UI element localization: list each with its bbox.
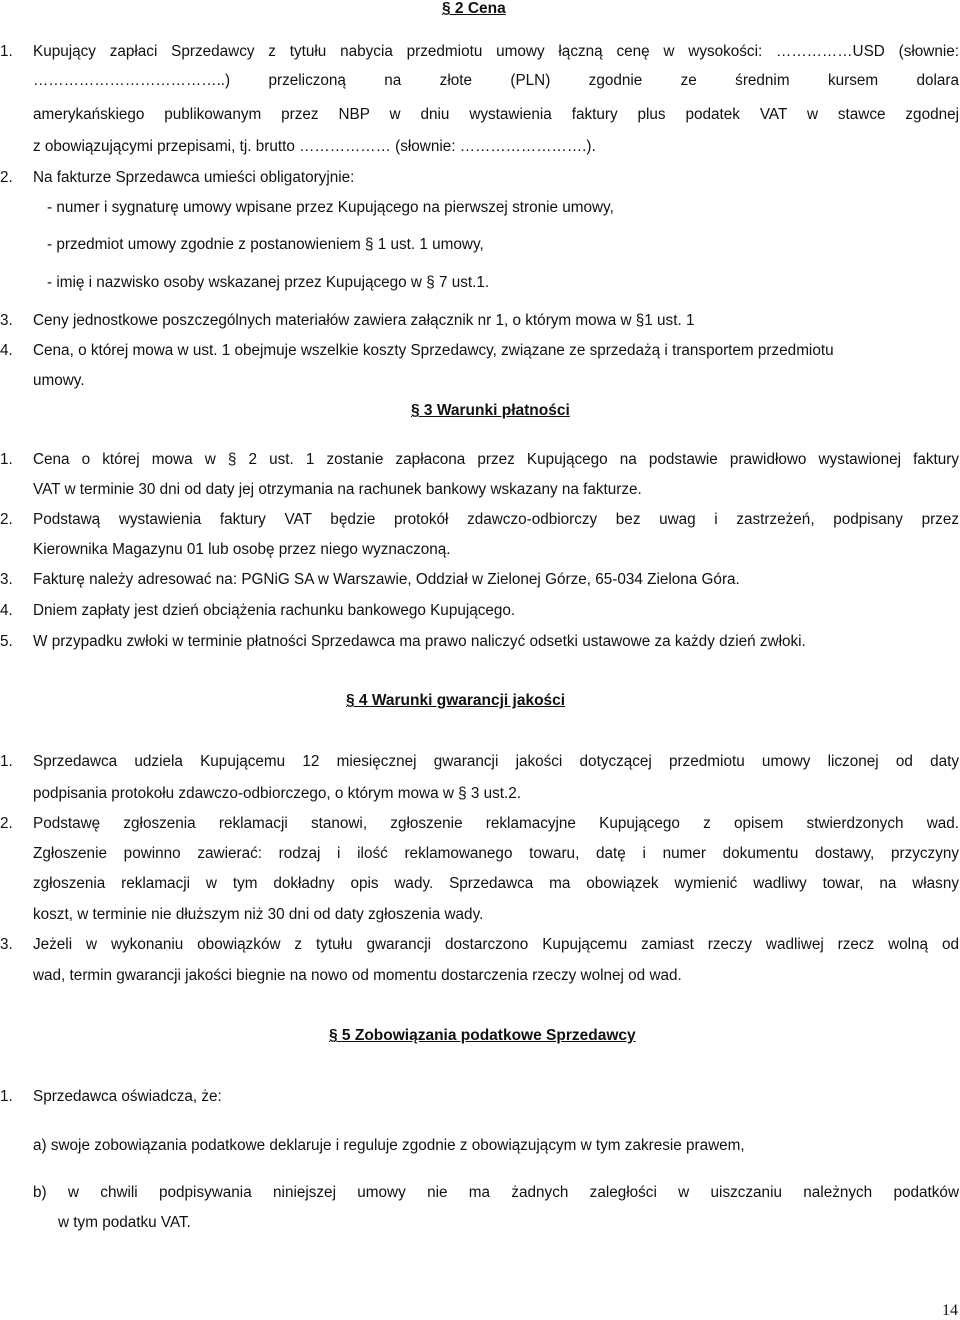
s4-p2-number: 2. <box>0 815 13 832</box>
s4-p3-line1: Jeżeli w wykonaniu obowiązków z tytułu gwarancji dostarczono Kupującemu zamiast rzeczy wadliwej rzecz wolną od <box>33 936 959 953</box>
s3-p3-text: Fakturę należy adresować na: PGNiG SA w Warszawie, Oddział w Zielonej Górze, 65-034 Zielona Góra. <box>33 571 740 588</box>
s2-p4-line2: umowy. <box>33 372 85 389</box>
s3-p1-number: 1. <box>0 451 13 468</box>
s2-p4-line1: Cena, o której mowa w ust. 1 obejmuje wszelkie koszty Sprzedawcy, związane ze sprzedażą i transportem przedmiotu <box>33 342 834 359</box>
s3-p2-line1: Podstawą wystawienia faktury VAT będzie protokół zdawczo-odbiorczy bez uwag i zastrzeżeń, podpisany przez <box>33 511 959 528</box>
s4-p2-line3: zgłoszenia reklamacji w tym dokładny opis wady. Sprzedawca ma obowiązek wymienić wadliwy towar, na własny <box>33 875 959 892</box>
section-4-heading: § 4 Warunki gwarancji jakości <box>346 692 566 709</box>
page-number: 14 <box>942 1302 958 1319</box>
section-5-heading: § 5 Zobowiązania podatkowe Sprzedawcy <box>329 1027 636 1044</box>
s4-p2-line1: Podstawę zgłoszenia reklamacji stanowi, zgłoszenie reklamacyjne Kupującego z opisem stwierdzonych wad. <box>33 815 959 832</box>
s4-p1-line1: Sprzedawca udziela Kupującemu 12 miesięcznej gwarancji jakości dotyczącej przedmiotu umowy liczonej od daty <box>33 753 959 770</box>
s4-p3-number: 3. <box>0 936 13 953</box>
s3-p1-line2: VAT w terminie 30 dni od daty jej otrzymania na rachunek bankowy wskazany na fakturze. <box>33 481 642 498</box>
s2-p1-line4: z obowiązującymi przepisami, tj. brutto ……………… (słownie: …………………….). <box>33 138 596 155</box>
s4-p3-line2: wad, termin gwarancji jakości biegnie na nowo od momentu dostarczenia rzeczy wolnej od wad. <box>33 967 682 984</box>
s2-p1-line3: amerykańskiego publikowanym przez NBP w dniu wystawienia faktury plus podatek VAT w stawce zgodnej <box>33 106 959 123</box>
s3-p5-number: 5. <box>0 633 13 650</box>
s2-p2-item: - przedmiot umowy zgodnie z postanowieniem § 1 ust. 1 umowy, <box>47 236 484 253</box>
s5-item-b-line2: w tym podatku VAT. <box>58 1214 191 1231</box>
s2-p3-text: Ceny jednostkowe poszczególnych materiałów zawiera załącznik nr 1, o którym mowa w §1 ust. 1 <box>33 312 695 329</box>
s3-p4-number: 4. <box>0 602 13 619</box>
s3-p2-line2: Kierownika Magazynu 01 lub osobę przez niego wyznaczoną. <box>33 541 451 558</box>
s4-p1-number: 1. <box>0 753 13 770</box>
section-3-heading: § 3 Warunki płatności <box>411 402 570 419</box>
s3-p1-line1: Cena o której mowa w § 2 ust. 1 zostanie zapłacona przez Kupującego na podstawie prawidłowo wystawionej faktury <box>33 451 959 468</box>
s5-item-a: a) swoje zobowiązania podatkowe deklaruje i reguluje zgodnie z obowiązującym w tym zakresie prawem, <box>33 1137 745 1154</box>
s5-item-b-line1: b) w chwili podpisywania niniejszej umowy nie ma żadnych zaległości w uiszczaniu należnych podatków <box>33 1184 959 1201</box>
s2-p2-item: - imię i nazwisko osoby wskazanej przez Kupującego w § 7 ust.1. <box>47 274 490 291</box>
s4-p1-line2: podpisania protokołu zdawczo-odbiorczego, o którym mowa w § 3 ust.2. <box>33 785 522 802</box>
s2-p3-number: 3. <box>0 312 13 329</box>
s2-p1-line1: Kupujący zapłaci Sprzedawcy z tytułu nabycia przedmiotu umowy łączną cenę w wysokości: ……………USD (słownie: <box>33 43 959 60</box>
s3-p5-text: W przypadku zwłoki w terminie płatności Sprzedawca ma prawo naliczyć odsetki ustawowe za każdy dzień zwłoki. <box>33 633 806 650</box>
s5-p1-number: 1. <box>0 1088 13 1105</box>
s2-p2-number: 2. <box>0 169 13 186</box>
s2-p2-text: Na fakturze Sprzedawca umieści obligatoryjnie: <box>33 169 355 186</box>
s3-p2-number: 2. <box>0 511 13 528</box>
s2-p4-number: 4. <box>0 342 13 359</box>
s2-p1-line2: ………………………………..) przeliczoną na złote (PLN) zgodnie ze średnim kursem dolara <box>33 72 959 89</box>
s4-p2-line4: koszt, w terminie nie dłuższym niż 30 dni od daty zgłoszenia wady. <box>33 906 484 923</box>
s4-p2-line2: Zgłoszenie powinno zawierać: rodzaj i ilość reklamowanego towaru, datę i numer dokumentu dostawy, przyczyny <box>33 845 959 862</box>
s2-p1-number: 1. <box>0 43 13 60</box>
s3-p4-text: Dniem zapłaty jest dzień obciążenia rachunku bankowego Kupującego. <box>33 602 516 619</box>
s3-p3-number: 3. <box>0 571 13 588</box>
s2-p2-item: - numer i sygnaturę umowy wpisane przez Kupującego na pierwszej stronie umowy, <box>47 199 614 216</box>
s5-p1-text: Sprzedawca oświadcza, że: <box>33 1088 222 1105</box>
section-2-heading: § 2 Cena <box>442 0 506 17</box>
